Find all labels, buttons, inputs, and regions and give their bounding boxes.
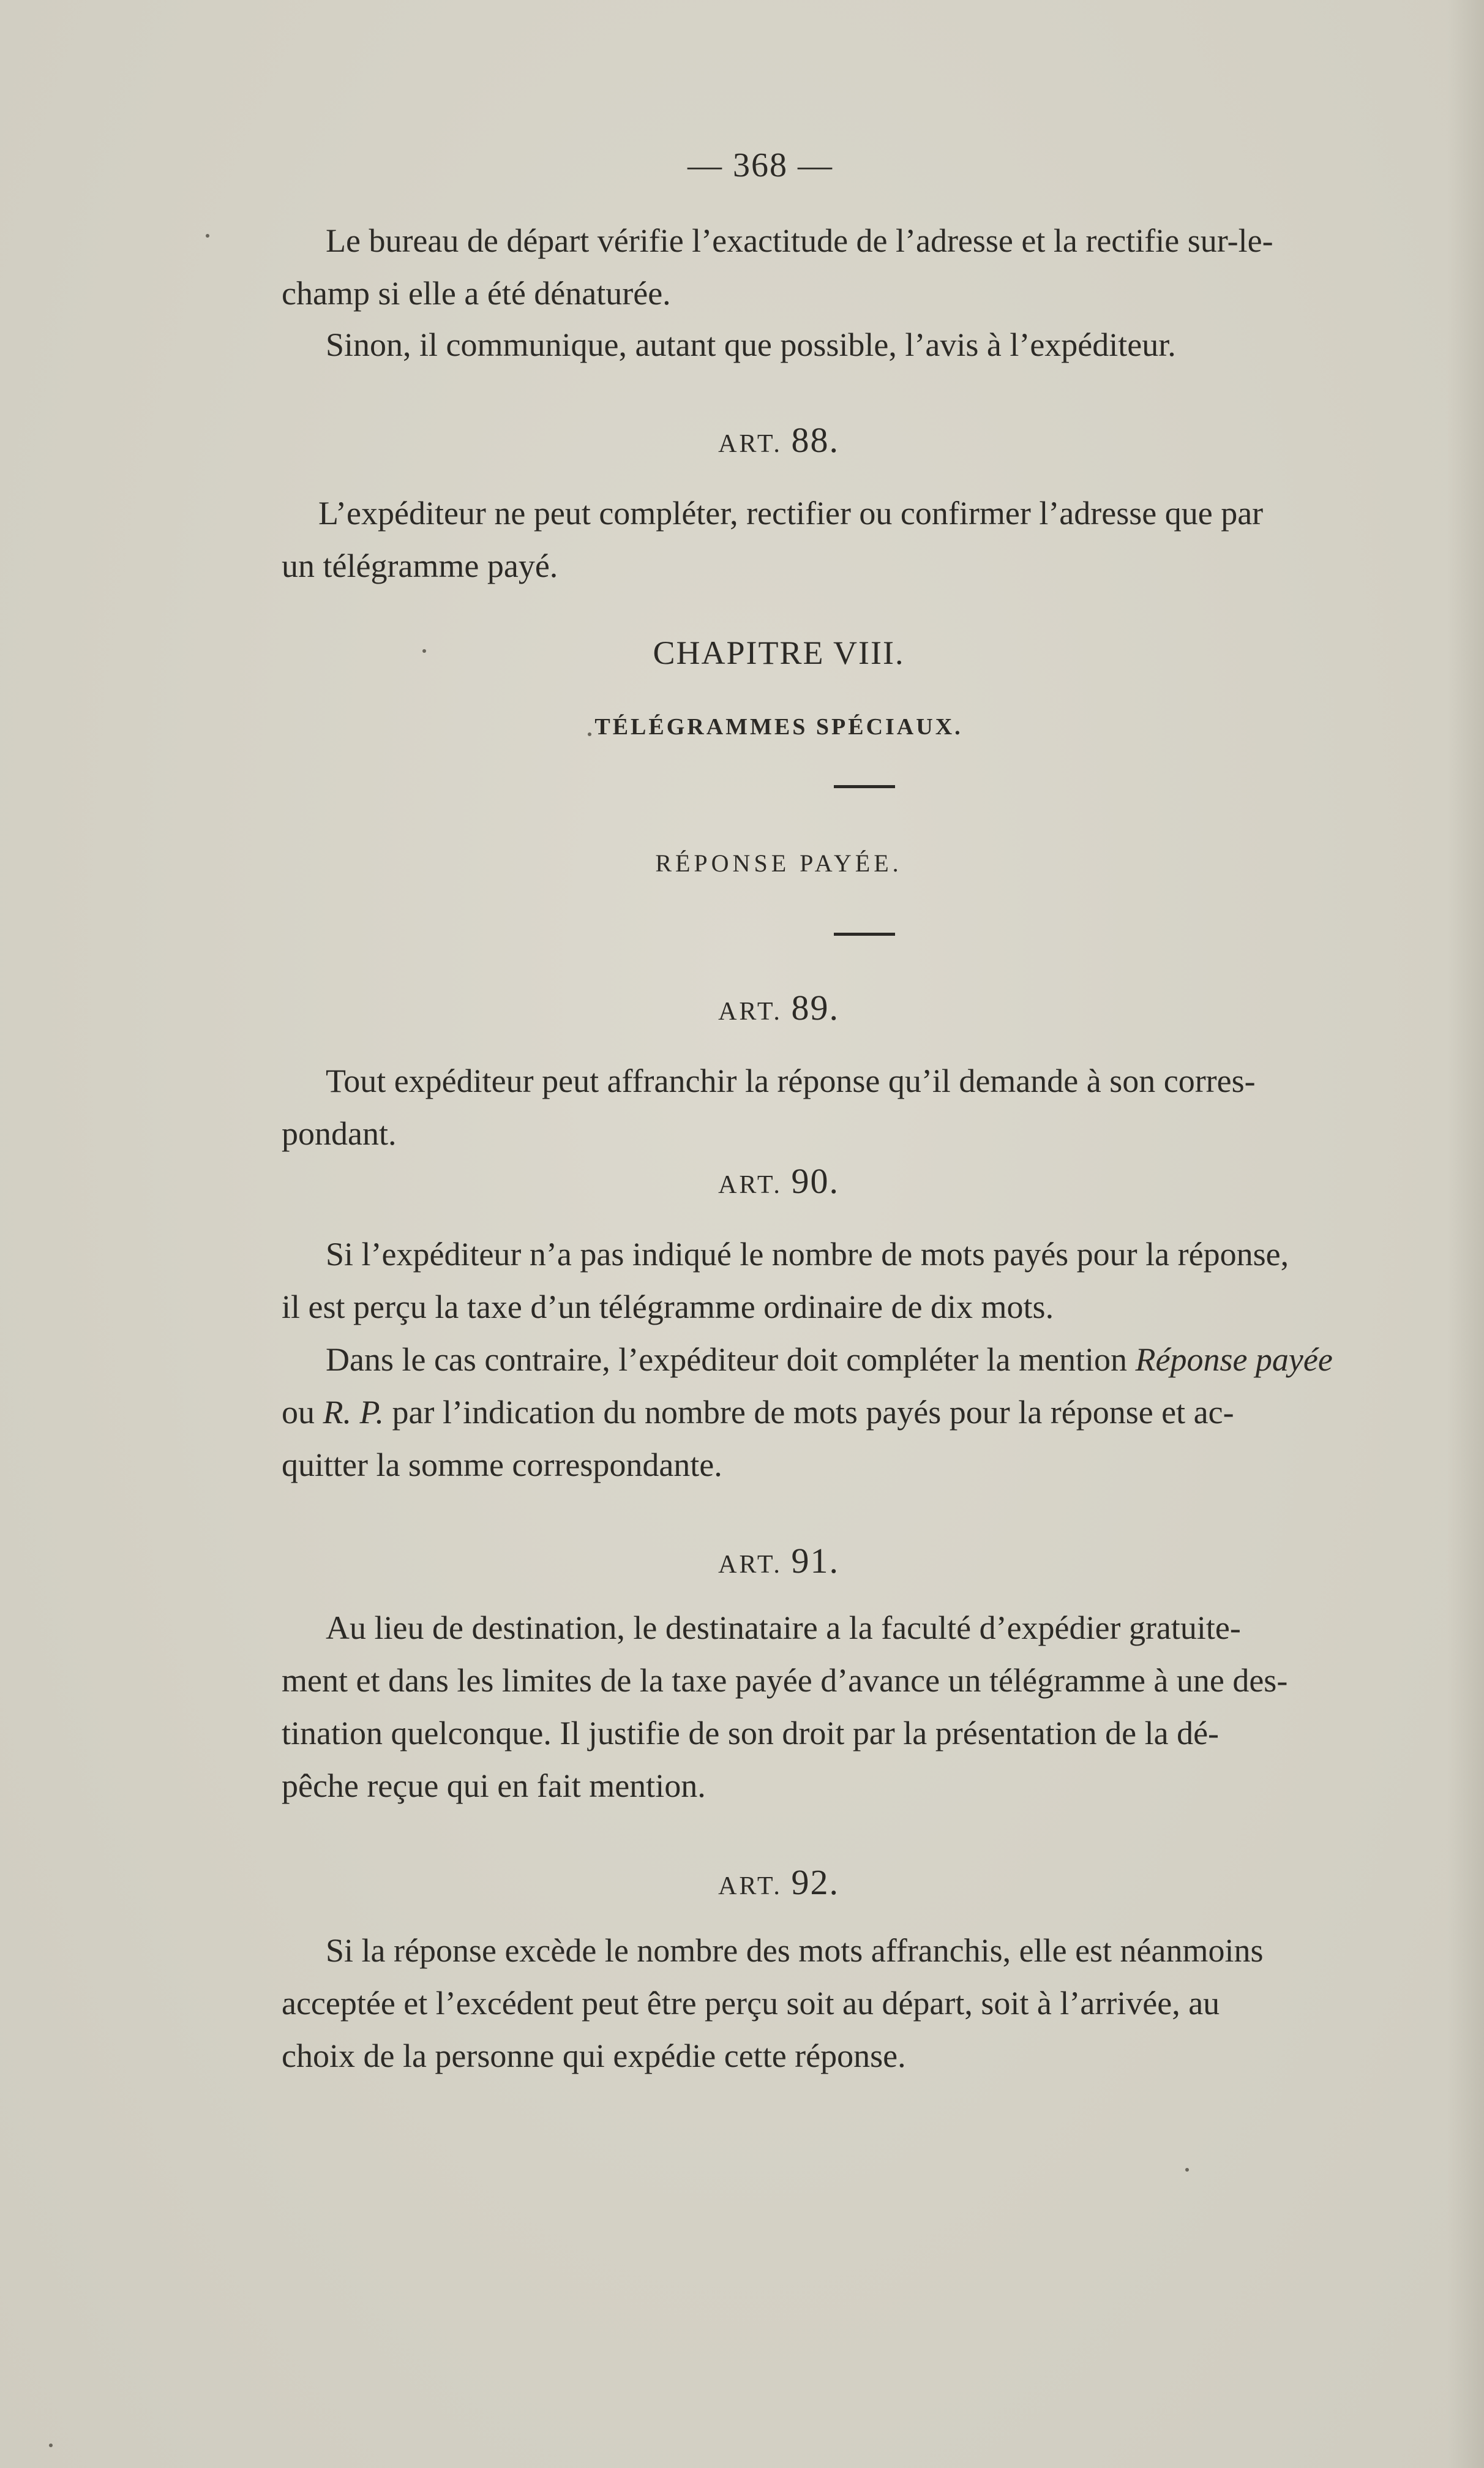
- paragraph-5: [282, 1228, 1433, 1333]
- paragraph-6: [282, 1333, 1433, 1491]
- italic-term: Réponse payée: [1135, 1341, 1333, 1378]
- page-edge-shadow: [1447, 0, 1484, 2468]
- article-number: 89.: [791, 988, 839, 1028]
- scan-speck: [588, 732, 591, 736]
- section-title: RÉPONSE PAYÉE.: [655, 849, 902, 877]
- paragraph-line: Tout expéditeur peut affranchir la réponse qu’il demande à son corres-: [326, 1063, 1256, 1099]
- paragraph-line: Le bureau de départ vérifie l’exactitude de l’adresse et la rectifie sur-le-: [326, 222, 1273, 259]
- paragraph-line: pêche reçue qui en fait mention.: [282, 1767, 706, 1804]
- article-number: 90.: [791, 1161, 839, 1201]
- paragraph-line: acceptée et l’excédent peut être perçu soit au départ, soit à l’arrivée, au: [282, 1985, 1220, 2022]
- paragraph-text: Dans le cas contraire, l’expéditeur doit compléter la mention: [326, 1341, 1136, 1378]
- paragraph-line: tination quelconque. Il justifie de son droit par la présentation de la dé-: [282, 1715, 1220, 1751]
- paragraph-8: [282, 1924, 1433, 2082]
- article-label: ART.: [718, 430, 782, 458]
- paragraph-line: Au lieu de destination, le destinataire a la faculté d’expédier gratuite-: [326, 1609, 1241, 1646]
- article-number: 88.: [791, 420, 839, 460]
- paragraph-line: pondant.: [282, 1115, 397, 1152]
- article-88-heading: [0, 419, 1484, 461]
- paragraph-line: ment et dans les limites de la taxe payée d’avance un télégramme à une des-: [282, 1662, 1288, 1699]
- article-92-heading: [0, 1862, 1484, 1903]
- article-label: ART.: [718, 998, 782, 1026]
- page-number: — 368 —: [688, 146, 833, 184]
- paragraph-1: [282, 214, 1433, 320]
- paragraph-line: L’expéditeur ne peut compléter, rectifier ou confirmer l’adresse que par: [318, 495, 1264, 532]
- article-number: 91.: [791, 1541, 839, 1581]
- article-91-heading: [0, 1540, 1484, 1581]
- paragraph-line: champ si elle a été dénaturée.: [282, 275, 671, 312]
- paragraph-text: par l’indication du nombre de mots payés pour la réponse et ac-: [384, 1394, 1234, 1431]
- paragraph-7: [282, 1601, 1433, 1812]
- paragraph-line: [282, 1386, 1433, 1439]
- article-label: ART.: [718, 1872, 782, 1900]
- italic-term: R. P.: [323, 1394, 384, 1431]
- paragraph-text: ou: [282, 1394, 323, 1431]
- paragraph-line: choix de la personne qui expédie cette réponse.: [282, 2037, 906, 2074]
- scan-speck: [422, 649, 426, 653]
- paragraph-line: [282, 1333, 1433, 1386]
- paragraph-line: un télégramme payé.: [282, 547, 558, 584]
- article-label: ART.: [718, 1551, 782, 1579]
- article-label: ART.: [718, 1171, 782, 1199]
- article-number: 92.: [791, 1862, 839, 1902]
- paragraph-line: quitter la somme correspondante.: [282, 1447, 722, 1483]
- section-rule: [834, 785, 895, 788]
- paragraph-2: [282, 318, 1433, 371]
- chapter-title: CHAPITRE VIII.: [653, 634, 905, 671]
- article-89-heading: [0, 987, 1484, 1028]
- chapter-subtitle: TÉLÉGRAMMES SPÉCIAUX.: [594, 714, 963, 740]
- paragraph-4: [282, 1055, 1433, 1160]
- paragraph-line: Si l’expéditeur n’a pas indiqué le nombre de mots payés pour la réponse,: [326, 1236, 1289, 1273]
- scan-speck: [49, 2444, 53, 2447]
- scan-speck: [206, 234, 209, 238]
- article-90-heading: [0, 1161, 1484, 1202]
- paragraph-line: il est perçu la taxe d’un télégramme ordinaire de dix mots.: [282, 1289, 1054, 1325]
- scan-speck: [1185, 2168, 1189, 2172]
- paragraph-3: [282, 487, 1433, 592]
- section-rule: [834, 933, 895, 936]
- paragraph-line: Sinon, il communique, autant que possible, l’avis à l’expéditeur.: [326, 326, 1176, 363]
- paragraph-line: Si la réponse excède le nombre des mots affranchis, elle est néanmoins: [326, 1932, 1264, 1969]
